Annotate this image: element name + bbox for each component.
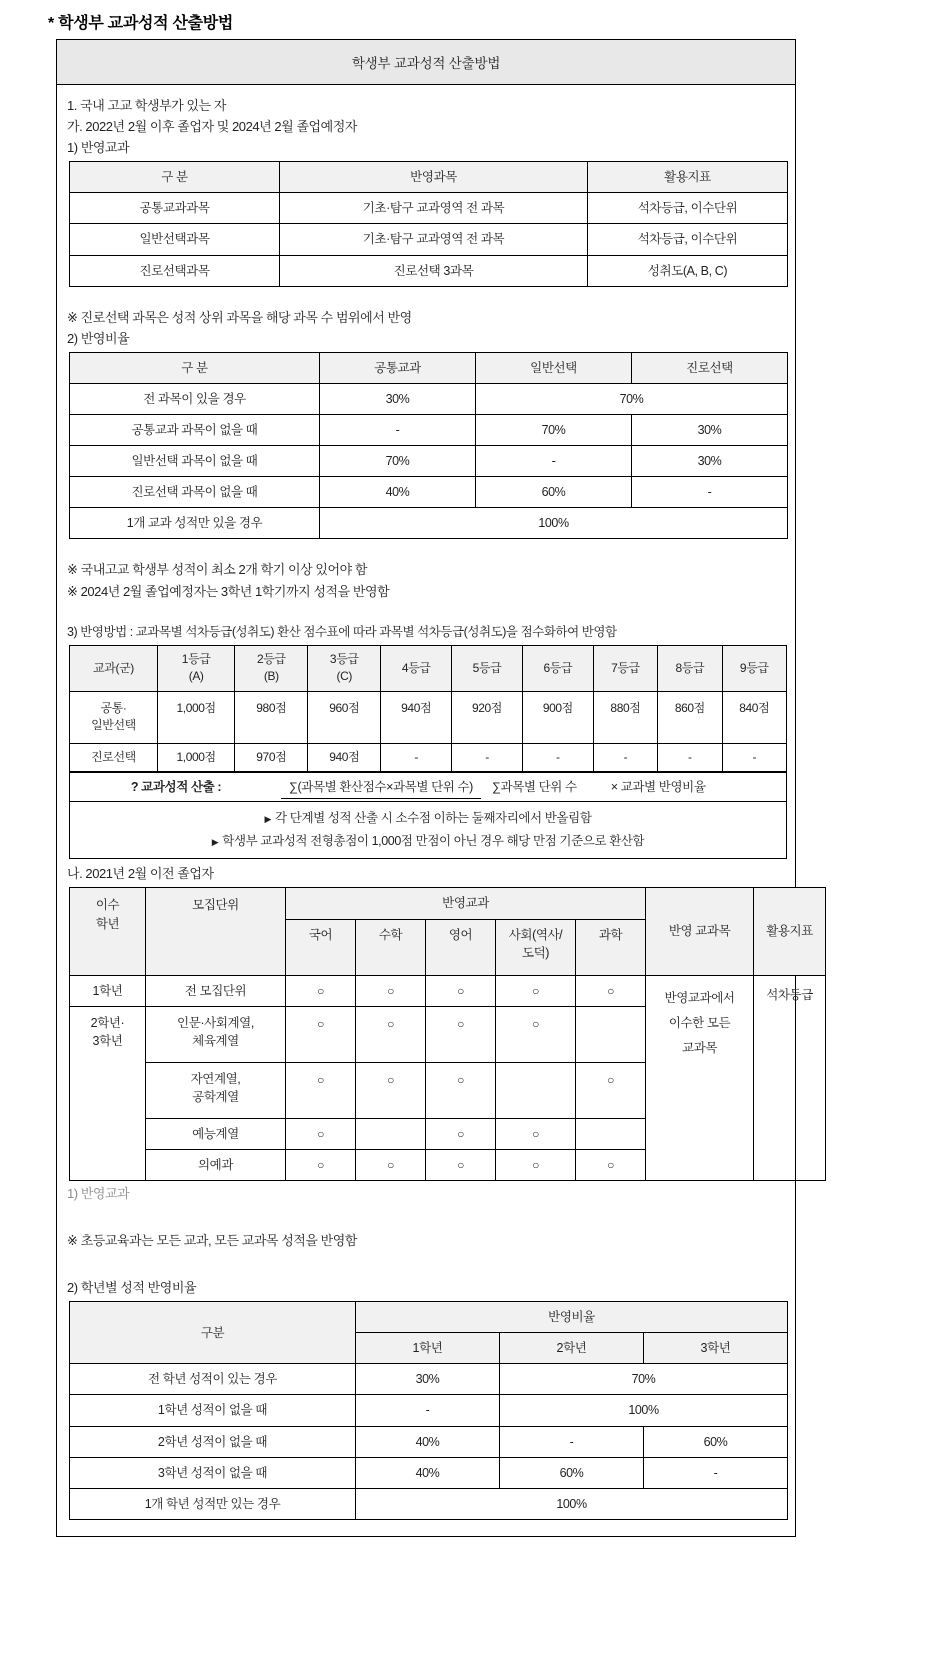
col-header-banyoung-gwamok: 반영 교과목 <box>646 888 754 975</box>
cell: 성취도(A, B, C) <box>588 255 788 286</box>
text-line-2: 이수한 모든 <box>668 1015 731 1030</box>
cell-grade <box>70 1006 146 1180</box>
cell-mark-english <box>426 1118 496 1149</box>
circle-mark-icon: ○ <box>387 1157 394 1172</box>
table-row <box>70 446 788 477</box>
cell: - <box>356 1395 500 1426</box>
col-header-mojipdanwi: 모집단위 <box>146 888 286 975</box>
cell: 980점 <box>235 691 308 743</box>
header-line-1: 8등급 <box>675 660 705 675</box>
circle-mark-icon: ○ <box>532 983 539 998</box>
col-header-grade-9 <box>722 645 786 691</box>
cell: 진로선택 3과목 <box>280 255 588 286</box>
table-row <box>70 352 788 383</box>
cell-mark-social <box>496 975 576 1006</box>
cell: 900점 <box>522 691 593 743</box>
cell: 970점 <box>235 743 308 772</box>
body-content <box>57 85 813 1536</box>
text-line-1: 2학년· <box>90 1015 125 1030</box>
col-header-gwagwa <box>70 645 158 691</box>
cell-mark-math <box>356 1006 426 1062</box>
subheading-b: 나. 2021년 2월 이전 졸업자 <box>67 866 214 882</box>
col-header-gubun: 구 분 <box>70 162 280 193</box>
header-line-1: 7등급 <box>611 660 640 675</box>
cell: 1,000점 <box>158 691 235 743</box>
row-label-gongtong-ilban <box>70 691 158 743</box>
row-label: 3학년 성적이 없을 때 <box>70 1457 356 1488</box>
cell-unit: 전 모집단위 <box>146 975 286 1006</box>
main-content-box <box>56 39 813 1537</box>
col-header-ratio-group: 반영비율 <box>356 1302 788 1333</box>
header-line-1: 2등급 <box>256 651 286 666</box>
col-header-grade-3 <box>308 645 381 691</box>
table-row <box>70 691 787 743</box>
row-label: 일반선택 과목이 없을 때 <box>70 446 320 477</box>
cell-hwalyong: 석차등급 <box>754 975 826 1180</box>
cell-grade: 1학년 <box>70 975 146 1006</box>
cell-mark-science <box>576 1149 646 1180</box>
cell: 70% <box>320 446 476 477</box>
table-row <box>70 193 788 224</box>
table-grade-year-ratio <box>69 1301 788 1520</box>
circle-mark-icon: ○ <box>457 983 464 998</box>
col-header-grade-1 <box>158 645 235 691</box>
table-row <box>70 224 788 255</box>
cell: 940점 <box>308 743 381 772</box>
cell-mark-social-empty <box>496 1062 576 1118</box>
circle-mark-icon: ○ <box>387 983 394 998</box>
cell: 30% <box>356 1364 500 1395</box>
table-row <box>70 255 788 286</box>
circle-mark-icon: ○ <box>457 1016 464 1031</box>
header-line-1: 6등급 <box>543 660 573 675</box>
cell: 70% <box>476 414 632 445</box>
table-row <box>70 1488 788 1519</box>
circle-mark-icon: ○ <box>317 1157 324 1172</box>
col-header-science: 과학 <box>576 919 646 975</box>
cell: 40% <box>356 1426 500 1457</box>
cell-unit <box>146 1006 286 1062</box>
table-banyoung-gwagwa <box>69 161 788 287</box>
note-elementary-education: ※ 초등교육과는 모든 교과, 모든 교과목 성적을 반영함 <box>67 1232 358 1248</box>
cell-unit <box>146 1062 286 1118</box>
note-minimum-semesters: ※ 국내고교 학생부 성적이 최소 2개 학기 이상 있어야 함 <box>67 562 367 578</box>
row-label: 전 학년 성적이 있는 경우 <box>70 1364 356 1395</box>
cell: 70% <box>500 1364 788 1395</box>
col-header-ilban: 일반선택 <box>476 352 632 383</box>
table-row <box>70 743 787 772</box>
cell: 100% <box>500 1395 788 1426</box>
page-title: * 학생부 교과성적 산출방법 <box>48 15 234 32</box>
header-line-2: 도덕) <box>521 945 550 960</box>
formula-denominator: ∑과목별 단위 수 <box>492 780 577 794</box>
item-label-2: 2) 반영비율 <box>67 330 130 346</box>
cell-mark-science <box>576 1062 646 1118</box>
cell: 1,000점 <box>158 743 235 772</box>
cell: 960점 <box>308 691 381 743</box>
text-line-1: 반영교과에서 <box>664 990 735 1005</box>
table-row <box>70 162 788 193</box>
formula-label: ? 교과성적 산출 : <box>130 780 222 794</box>
col-header-year-1: 1학년 <box>356 1333 500 1364</box>
cell: - <box>476 446 632 477</box>
table-row <box>70 1395 788 1426</box>
cell-mark-english <box>426 975 496 1006</box>
note-jinro-seontaek: ※ 진로선택 과목은 성적 상위 과목을 해당 과목 수 범위에서 반영 <box>67 309 412 325</box>
col-header-isu-hakyeon <box>70 888 146 975</box>
circle-mark-icon: ○ <box>532 1157 539 1172</box>
cell: 40% <box>356 1457 500 1488</box>
cell: 일반선택과목 <box>70 224 280 255</box>
circle-mark-icon: ○ <box>317 983 324 998</box>
cell-mark-social <box>496 1006 576 1062</box>
col-header-year-3: 3학년 <box>644 1333 788 1364</box>
cell: 공통교과과목 <box>70 193 280 224</box>
row-label: 1개 교과 성적만 있을 경우 <box>70 508 320 539</box>
circle-mark-icon: ○ <box>387 1072 394 1087</box>
table-row <box>70 383 788 414</box>
cell-mark-english <box>426 1149 496 1180</box>
col-header-grade-5 <box>452 645 523 691</box>
item-label-b2: 2) 학년별 성적 반영비율 <box>67 1280 197 1296</box>
cell: 60% <box>644 1426 788 1457</box>
cell: 60% <box>500 1457 644 1488</box>
header-line-2: (B) <box>263 669 279 684</box>
formula-tail: × 교과별 반영비율 <box>610 780 706 794</box>
cell-mark-math-empty <box>356 1118 426 1149</box>
col-header-subject: 반영과목 <box>280 162 588 193</box>
formula-notes <box>70 802 787 859</box>
col-header-hwalyong: 활용지표 <box>754 888 826 975</box>
cell-mark-korean <box>286 1062 356 1118</box>
cell-unit: 의예과 <box>146 1149 286 1180</box>
circle-mark-icon: ○ <box>317 1072 324 1087</box>
cell-mark-math <box>356 1149 426 1180</box>
note-item <box>71 807 785 830</box>
table-banyoung-biyul <box>69 352 788 540</box>
section-banner: 학생부 교과성적 산출방법 <box>57 40 795 85</box>
row-label: 2학년 성적이 없을 때 <box>70 1426 356 1457</box>
header-line-1: 4등급 <box>401 660 431 675</box>
circle-mark-icon: ○ <box>532 1126 539 1141</box>
cell-mark-math <box>356 975 426 1006</box>
cell: 기초·탐구 교과영역 전 과목 <box>280 224 588 255</box>
header-line-2: 학년 <box>95 916 120 931</box>
cell-mark-english <box>426 1062 496 1118</box>
cell: 880점 <box>593 691 657 743</box>
cell: 70% <box>476 383 788 414</box>
note-2024-graduates: ※ 2024년 2월 졸업예정자는 3학년 1학기까지 성적을 반영함 <box>67 583 390 599</box>
cell-unit: 예능계열 <box>146 1118 286 1149</box>
cell: - <box>320 414 476 445</box>
cell: - <box>722 743 786 772</box>
formula-fraction <box>281 778 585 796</box>
circle-mark-icon: ○ <box>387 1016 394 1031</box>
cell: 100% <box>320 508 788 539</box>
formula-row <box>70 772 787 802</box>
cell-mark-english <box>426 1006 496 1062</box>
circle-mark-icon: ○ <box>457 1072 464 1087</box>
cell-mark-korean <box>286 1149 356 1180</box>
circle-mark-icon: ○ <box>607 1157 614 1172</box>
text-line-3: 교과목 <box>682 1040 718 1055</box>
col-header-grade-6 <box>522 645 593 691</box>
cell: 40% <box>320 477 476 508</box>
text-line-2: 3학년 <box>92 1033 123 1048</box>
cell-mark-science-empty <box>576 1118 646 1149</box>
header-line-1: 교과(군) <box>93 660 134 675</box>
cell: - <box>658 743 722 772</box>
item-label-b1: 1) 반영교과 <box>67 1185 130 1201</box>
table-row <box>70 645 787 691</box>
table-row <box>70 1302 788 1333</box>
cell: 진로선택과목 <box>70 255 280 286</box>
cell: 840점 <box>722 691 786 743</box>
col-header-year-2: 2학년 <box>500 1333 644 1364</box>
cell: 30% <box>632 446 788 477</box>
cell: 기초·탐구 교과영역 전 과목 <box>280 193 588 224</box>
heading-1: 1. 국내 고교 학생부가 있는 자 <box>67 98 226 113</box>
cell: 940점 <box>381 691 452 743</box>
table-row <box>70 802 787 859</box>
cell: - <box>381 743 452 772</box>
cell-mark-korean <box>286 1118 356 1149</box>
cell: 920점 <box>452 691 523 743</box>
table-row <box>70 975 826 1006</box>
text-line-1: 자연계열, <box>190 1071 241 1086</box>
header-line-1: 5등급 <box>472 660 502 675</box>
col-header-gubun: 구 분 <box>70 352 320 383</box>
header-line-2: (A) <box>188 669 204 684</box>
text-line-2: 공학계열 <box>192 1089 239 1104</box>
table-row <box>70 477 788 508</box>
circle-mark-icon: ○ <box>457 1126 464 1141</box>
row-label: 전 과목이 있을 경우 <box>70 383 320 414</box>
col-header-social <box>496 919 576 975</box>
text-line-1: 인문·사회계열, <box>177 1015 254 1030</box>
subheading-a: 가. 2022년 2월 이후 졸업자 및 2024년 2월 졸업예정자 <box>67 119 357 135</box>
row-label: 공통교과 과목이 없을 때 <box>70 414 320 445</box>
cell: 100% <box>356 1488 788 1519</box>
row-label: 1개 학년 성적만 있는 경우 <box>70 1488 356 1519</box>
table-row <box>70 888 826 919</box>
col-header-indicator: 활용지표 <box>588 162 788 193</box>
table-grade-conversion <box>69 645 787 860</box>
cell: 60% <box>476 477 632 508</box>
cell-mark-social <box>496 1149 576 1180</box>
label-line-2: 일반선택 <box>91 718 136 733</box>
col-header-grade-4 <box>381 645 452 691</box>
row-label-jinro: 진로선택 <box>70 743 158 772</box>
col-header-jinro: 진로선택 <box>632 352 788 383</box>
header-line-1: 1등급 <box>181 651 211 666</box>
row-label: 1학년 성적이 없을 때 <box>70 1395 356 1426</box>
table-row <box>70 1364 788 1395</box>
cell-mark-math <box>356 1062 426 1118</box>
col-header-banyoung-group: 반영교과 <box>286 888 646 919</box>
table-row <box>70 772 787 802</box>
triangle-bullet-icon: ▶ <box>264 813 272 824</box>
circle-mark-icon: ○ <box>317 1016 324 1031</box>
col-header-gubun: 구분 <box>70 1302 356 1364</box>
cell: - <box>632 477 788 508</box>
note-text: 학생부 교과성적 전형총점이 1,000점 만점이 아닌 경우 해당 만점 기준으로 환산함 <box>222 834 645 849</box>
cell: - <box>593 743 657 772</box>
header-line-1: 이수 <box>95 898 120 913</box>
note-item <box>71 830 785 853</box>
formula-numerator: ∑(과목별 환산점수×과목별 단위 수) <box>281 780 481 799</box>
table-row <box>70 1426 788 1457</box>
triangle-bullet-icon: ▶ <box>211 836 219 847</box>
cell: 30% <box>632 414 788 445</box>
cell-mark-korean <box>286 1006 356 1062</box>
header-line-2: (C) <box>336 669 352 684</box>
cell: 30% <box>320 383 476 414</box>
col-header-grade-7 <box>593 645 657 691</box>
cell: - <box>452 743 523 772</box>
cell-mark-korean <box>286 975 356 1006</box>
col-header-gongtong: 공통교과 <box>320 352 476 383</box>
table-row <box>70 414 788 445</box>
table-pre2021-subjects <box>69 887 826 1181</box>
cell-mark-social <box>496 1118 576 1149</box>
header-line-1: 사회(역사/ <box>508 927 563 942</box>
col-header-grade-2 <box>235 645 308 691</box>
col-header-english: 영어 <box>426 919 496 975</box>
circle-mark-icon: ○ <box>317 1126 324 1141</box>
cell: 860점 <box>658 691 722 743</box>
note-text: 각 단계별 성적 산출 시 소수점 이하는 둘째자리에서 반올림함 <box>275 811 592 826</box>
cell: 석차등급, 이수단위 <box>588 193 788 224</box>
cell: - <box>522 743 593 772</box>
item-label-1: 1) 반영교과 <box>67 140 130 156</box>
row-label: 진로선택 과목이 없을 때 <box>70 477 320 508</box>
circle-mark-icon: ○ <box>607 1072 614 1087</box>
item-label-3: 3) 반영방법 : 교과목별 석차등급(성취도) 환산 점수표에 따라 과목별 석차등급(성취도)을 점수화하여 반영함 <box>67 624 617 639</box>
cell: 석차등급, 이수단위 <box>588 224 788 255</box>
cell-mark-science <box>576 975 646 1006</box>
col-header-math: 수학 <box>356 919 426 975</box>
cell-mark-science-empty <box>576 1006 646 1062</box>
label-line-1: 공통· <box>100 700 127 715</box>
cell-banyoung-gwamok <box>646 975 754 1180</box>
table-row <box>70 508 788 539</box>
table-row <box>70 1457 788 1488</box>
col-header-grade-8 <box>658 645 722 691</box>
circle-mark-icon: ○ <box>457 1157 464 1172</box>
circle-mark-icon: ○ <box>607 983 614 998</box>
cell: - <box>500 1426 644 1457</box>
text-line-2: 체육계열 <box>192 1033 239 1048</box>
header-line-1: 3등급 <box>329 651 359 666</box>
circle-mark-icon: ○ <box>532 1016 539 1031</box>
cell: - <box>644 1457 788 1488</box>
header-line-1: 9등급 <box>739 660 769 675</box>
col-header-korean: 국어 <box>286 919 356 975</box>
